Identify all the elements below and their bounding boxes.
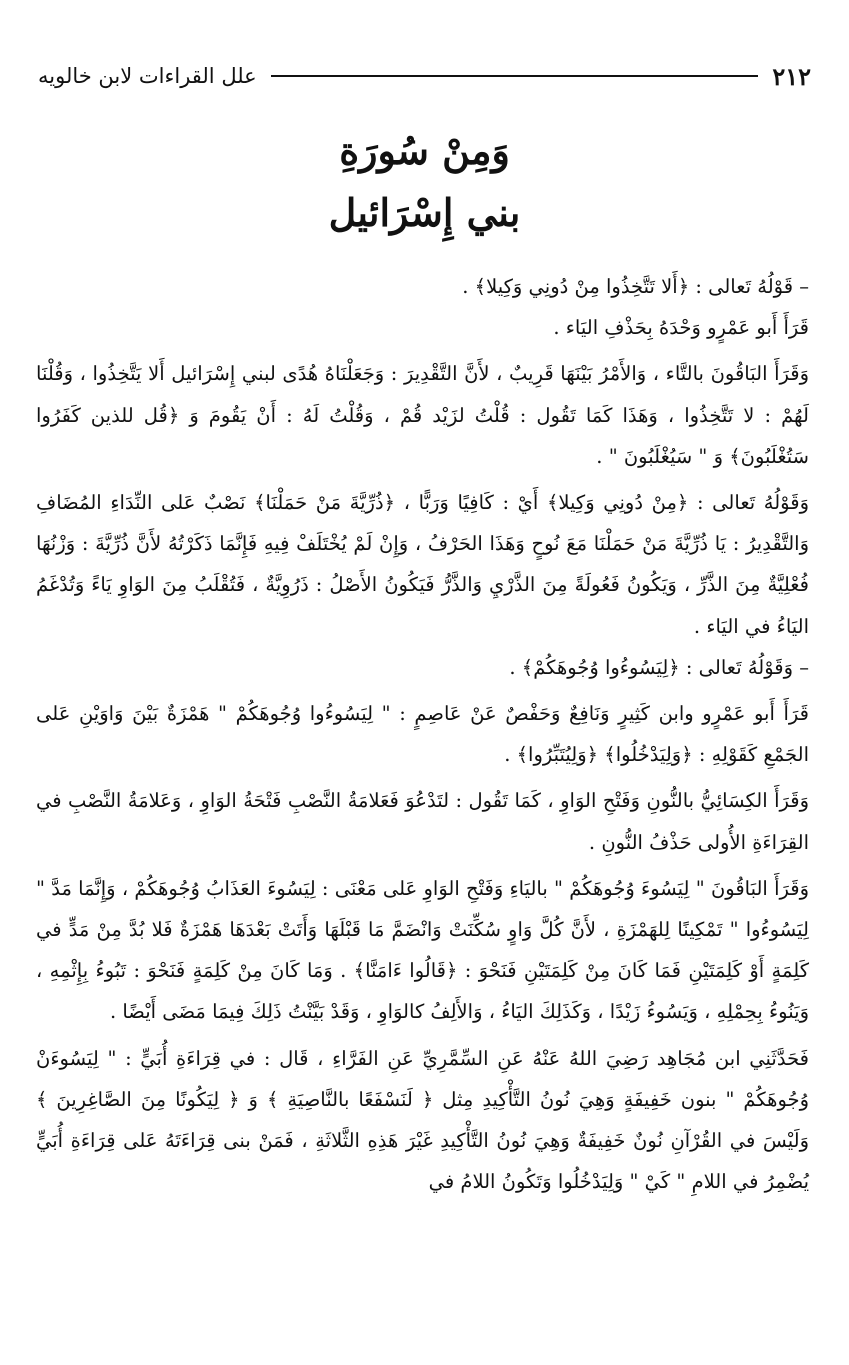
paragraph: وَقَرَأَ البَاقُونَ " لِيَسُوءَ وُجُوهَكُمْ " باليَاءِ وَفَتْحِ الوَاوِ عَلى مَعْنَى : لِيَسُوءَ العَذَابُ وُجُوهَكُمْ ، وَإِنَّمَا مَدَّ " لِيَسُوءُوا " تَمْكِينًا لِلهَمْزَةِ ، لأَنَّ كُلَّ وَاوٍ سُكِّنَتْ وَانْضَمَّ مَا قَبْلَهَا وَأَتَتْ بَعْدَهَا هَمْزَةٌ فَلا بُدَّ مِنْ مَدٍّ في كَلِمَةٍ أَوْ كَلِمَتَيْنِ فَمَا كَانَ مِنْ كَلِمَتَيْنِ فَنَحْوَ : ﴿قَالُوا ءَامَنَّا﴾ . وَمَا كَانَ مِنْ كَلِمَةٍ فَنَحْوَ : تَبُوءُ بِإِثْمِهِ ، وَيَنُوءُ بِحِمْلِهِ ، وَيَسُوءُ زَيْدًا ، وَكَذَلِكَ اليَاءُ ، وَالأَلِفُ كالوَاوِ ، وَقَدْ بَيَّنْتُ ذَلِكَ فِيمَا مَضَى أَيْضًا . (36, 876, 809, 1024)
paragraph: – وَقَوْلُهُ تَعالى : ﴿لِيَسُوءُوا وُجُوهَكُمْ﴾ . (509, 655, 809, 679)
surah-heading-line1: وَمِنْ سُورَةِ (339, 128, 510, 173)
header-rule (271, 75, 759, 77)
paragraph: قَرَأَ أَبو عَمْرٍو وَحْدَهُ بِحَذْفِ اليَاء . (553, 316, 809, 340)
page-number: ٢١٢ (772, 61, 811, 91)
paragraph: – قَوْلُهُ تَعالى : ﴿أَلا تَتَّخِذُوا مِنْ دُونِي وَكِيلا﴾ . (462, 275, 809, 298)
body-text (36, 266, 809, 1202)
paragraph: فَحَدَّثَنِي ابن مُجَاهِد رَضِيَ اللهُ عَنْهُ عَنِ السِّمَّرِيِّ عَنِ الفَرَّاءِ ، قَال : في قِرَاءَةِ أُبَيٍّ : " لِيَسُوءَنْ وُجُوهَكُمْ " بنون خَفِيفَةٍ وَهِيَ نُونُ التَّأْكِيدِ مِثل ﴿ لَنَسْفَعًا بالنَّاصِيَةِ ﴾ وَ ﴿ لِيَكُونًا مِنَ الصَّاغِرِينَ ﴾ وَلَيْسَ في القُرْآنِ نُونٌ خَفِيفَةٌ وَهِيَ نُونُ التَّأْكِيدِ غَيْرَ هَذِهِ الثَّلاثَةِ ، فَمَنْ بنى قِرَاءَتَهُ عَلى قِرَاءَةِ أُبَيٍّ يُضْمِرُ في اللامِ " كَيْ " وَلِيَدْخُلُوا وَتَكُونُ اللامُ في (36, 1046, 809, 1194)
paragraph: وَقَرَأَ الكِسَائِيُّ بالنُّونِ وَفَتْحِ الوَاوِ ، كَمَا تَقُول : لتَدْعُوَ فَعَلامَةُ النَّصْبِ فَتْحَةُ الوَاوِ ، وَعَلامَةُ النَّصْبِ في القِرَاءَةِ الأُولى حَذْفُ النُّونِ . (36, 789, 809, 854)
book-title: علل القراءات لابن خالويه (38, 64, 257, 88)
paragraph: وَقَوْلُهُ تَعالى : ﴿مِنْ دُونِي وَكِيلا﴾ أَيْ : كَافِيًا وَرَبًّا ، ﴿ذُرِّيَّةَ مَنْ حَمَلْنَا﴾ نَصْبٌ عَلى النِّدَاءِ المُضَافِ وَالتَّقْدِيرُ : يَا ذُرِّيَّةَ مَنْ حَمَلْنَا مَعَ نُوحٍ وَهَذَا الحَرْفُ ، وَإِنْ لَمْ يُخْتَلَفْ فِيهِ فَإِنَّمَا ذَكَرْتُهُ لأَنَّ ذُرِّيَّةَ : وَزْنُهَا فُعْلِيَّةٌ مِنَ الذَّرِّ ، وَيَكُونُ فَعُولَةً مِنَ الذَّرْيِ وَالذَّرُّ فَيَكُونُ الأَصْلُ : ذَرُوِيَّةٌ ، فَتُقْلَبُ مِنَ الوَاوِ يَاءً وَتُدْغَمُ اليَاءُ في اليَاء . (36, 491, 809, 638)
running-header (38, 54, 811, 98)
paragraph: وَقَرَأَ البَاقُونَ بالتَّاء ، وَالأَمْرُ بَيْنَهَا قَرِيبٌ ، لأَنَّ التَّقْدِيرَ : وَجَعَلْنَاهُ هُدًى لبني إِسْرَائيل أَلا يَتَّخِذُوا ، وَقُلْنَا لَهُمْ : لا تَتَّخِذُوا ، وَهَذَا كَمَا تَقُول : قُلْتُ لزَيْد قُمْ ، وَقُلْتُ لَهُ : أَنْ يَقُومَ وَ ﴿قُل للذين كَفَرُوا سَتُغْلَبُونَ﴾ وَ " سَيُغْلَبُونَ " . (36, 362, 809, 468)
surah-heading-line2: بني إِسْرَائيل (328, 190, 521, 235)
paragraph: قَرَأَ أَبو عَمْرٍو وابن كَثِيرٍ وَنَافِعٌ وَحَفْصٌ عَنْ عَاصِمٍ : " لِيَسُوءُوا وُجُوهَكُمْ " هَمْزَةٌ بَيْنَ وَاوَيْنِ عَلى الجَمْعِ كَقَوْلِهِ : ﴿وَلِيَدْخُلُوا﴾ ﴿وَلِيُتَبِّرُوا﴾ . (36, 702, 809, 767)
